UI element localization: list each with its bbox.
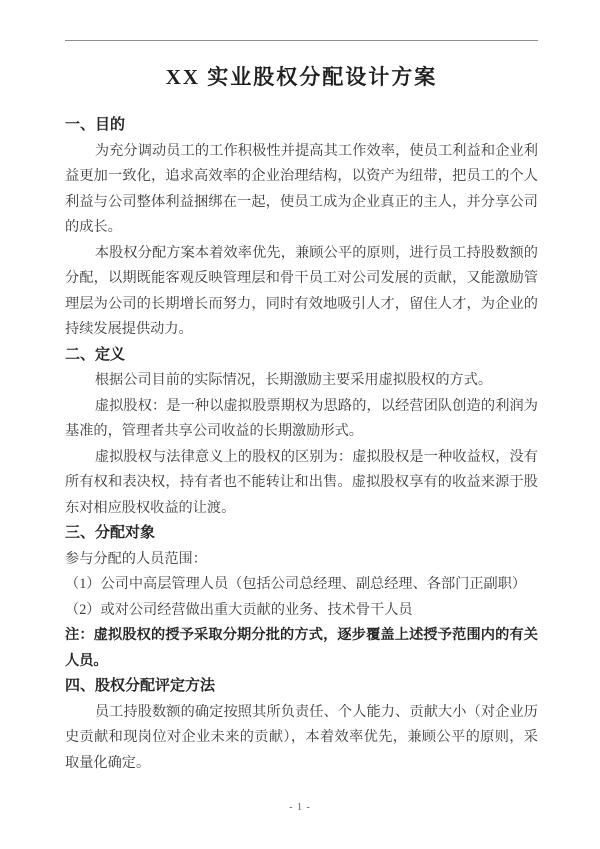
section-heading-recipients: 三、分配对象: [65, 525, 156, 541]
paragraph-definition-3: 虚拟股权与法律意义上的股权的区别为：虚拟股权是一种收益权，没有所有权和表决权，持有者也不能转让和出售。虚拟股权享有的收益来源于股东对相应股权收益的让渡。: [65, 448, 538, 516]
list-item-recipients-2: （2）或对公司经营做出重大贡献的业务、技术骨干人员: [65, 601, 413, 618]
page-number: - 1 -: [289, 802, 311, 813]
page-content: [65, 0, 538, 776]
section-heading-definition: 二、定义: [65, 346, 126, 363]
paragraph-definition-1: 根据公司目前的实际情况，长期激励主要采用虚拟股权的方式。: [94, 372, 493, 388]
paragraph-definition-2: 虚拟股权：是一种以虚拟股票期权为思路的，以经营团队创造的利润为基准的，管理者共享公司收益的长期激励形式。: [65, 397, 538, 439]
document-title: XX 实业股权分配设计方案: [165, 65, 438, 89]
list-item-recipients-1: （1）公司中高层管理人员（包括公司总经理、副总经理、各部门正副职）: [65, 576, 527, 592]
section-heading-evaluation: 四、股权分配评定方法: [65, 678, 216, 694]
paragraph-recipients-note: 注：虚拟股权的授予采取分期分批的方式，逐步覆盖上述授予范围内的有关人员。: [65, 627, 538, 669]
paragraph-purpose-1: 为充分调动员工的工作积极性并提高其工作效率，使员工利益和企业利益更加一致化，追求高效率的企业治理结构，以资产为纽带，把员工的个人利益与公司整体利益捆绑在一起，使员工成为企业真正的主人，并分享公司的成长。: [65, 142, 538, 235]
paragraph-purpose-2: 本股权分配方案本着效率优先，兼顾公平的原则，进行员工持股数额的分配，以期既能客观反映管理层和骨干员工对公司发展的贡献，又能激励管理层为公司的长期增长而努力，同时有效地吸引人才，留住人才，为企业的持续发展提供动力。: [65, 244, 538, 337]
document-body: [65, 113, 538, 776]
paragraph-evaluation-1: 员工持股数额的确定按照其所负责任、个人能力、贡献大小（对企业历史贡献和现岗位对企业未来的贡献），本着效率优先，兼顾公平的原则，采取量化确定。: [65, 703, 538, 771]
header-rule: [65, 40, 538, 41]
paragraph-recipients-intro: 参与分配的人员范围：: [65, 550, 207, 567]
section-heading-purpose: 一、目的: [65, 117, 126, 133]
